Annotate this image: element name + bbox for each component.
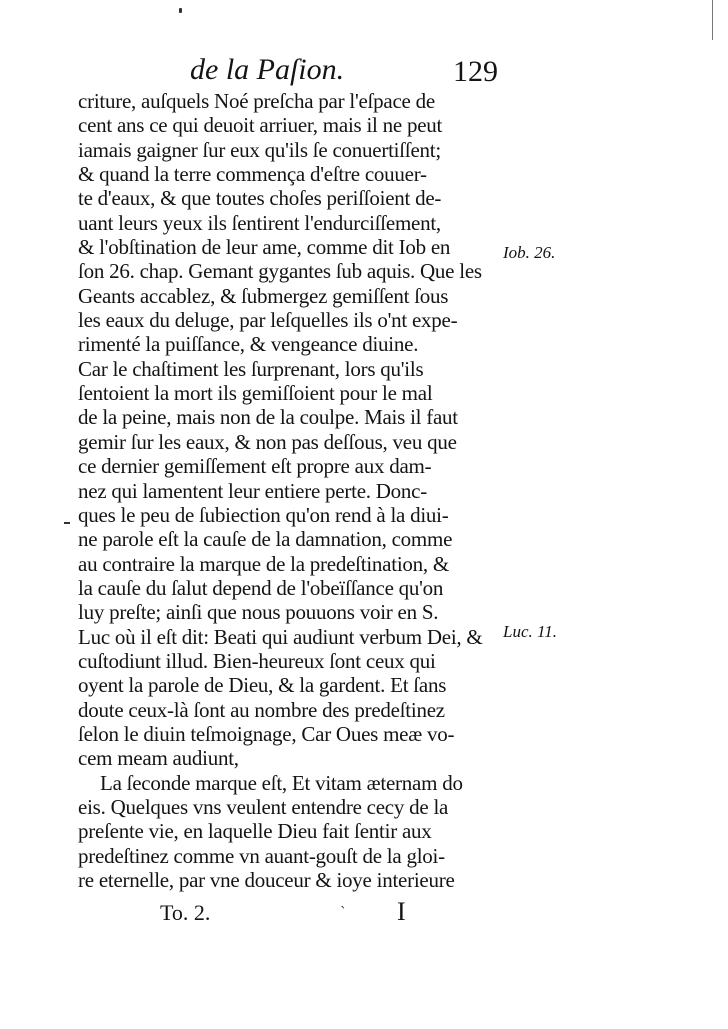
text-line: ſon 26. chap. Gemant gygantes ſub aquis. Que les xyxy=(78,259,482,284)
text-line: criture, auſquels Noé preſcha par l'eſpace de xyxy=(78,89,435,113)
text-line: preſente vie, en laquelle Dieu fait ſentir aux xyxy=(78,819,432,844)
page-edge-line xyxy=(712,0,713,40)
ink-mark: ˋ xyxy=(340,905,347,921)
text-line: cent ans ce qui deuoit arriuer, mais il ne peut xyxy=(78,113,443,138)
catchword: I xyxy=(397,897,406,926)
text-line: predeſtinez comme vn auant-gouſt de la gloi- xyxy=(78,843,445,868)
text-line: & l'obſtination de leur ame, comme dit Iob en xyxy=(78,235,451,260)
text-line: Luc où il eſt dit: Beati qui audiunt verbum Dei, & xyxy=(78,624,483,649)
text-line: cuſtodiunt illud. Bien-heureux ſont ceux qui xyxy=(78,648,436,673)
text-line: oyent la parole de Dieu, & la gardent. Et ſans xyxy=(78,673,447,698)
text-line: Car le chaſtiment les ſurprenant, lors qu'ils xyxy=(78,356,424,381)
text-line: uant leurs yeux ils ſentirent l'endurciſſement, xyxy=(78,210,441,235)
text-line: eis. Quelques vns veulent entendre cecy de la xyxy=(78,794,449,819)
text-line: luy preſte; ainſi que nous pouuons voir en S. xyxy=(78,600,439,625)
text-line: ce dernier gemiſſement eſt propre aux dam- xyxy=(78,454,432,479)
body-text xyxy=(78,89,498,892)
text-line: rimenté la puiſſance, & vengeance diuine. xyxy=(78,332,419,357)
text-line: la cauſe du ſalut depend de l'obeïſſance qu'on xyxy=(78,575,444,600)
text-line: Geants accablez, & ſubmergez gemiſſent ſous xyxy=(78,283,449,308)
text-line: ſentoient la mort ils gemiſſoient pour le mal xyxy=(78,381,433,406)
text-line: de la peine, mais non de la coulpe. Mais il faut xyxy=(78,405,458,430)
text-line: te d'eaux, & que toutes choſes periſſoient de- xyxy=(78,186,442,211)
text-line: les eaux du deluge, par leſquelles ils o'nt expe- xyxy=(78,308,458,333)
ink-speck xyxy=(179,8,182,13)
text-line: ne parole eſt la cauſe de la damnation, comme xyxy=(78,527,453,552)
margin-note-luke: Luc. 11. xyxy=(503,622,557,641)
text-line: au contraire la marque de la predeſtination, & xyxy=(78,551,450,576)
margin-dash xyxy=(64,522,70,524)
text-line: nez qui lamentent leur entiere perte. Donc- xyxy=(78,478,427,503)
text-line: doute ceux-là ſont au nombre des predeſtinez xyxy=(78,697,445,722)
text-line: ques le peu de ſubiection qu'on rend à la diui- xyxy=(78,502,449,527)
text-line: iamais gaigner ſur eux qu'ils ſe conuertiſſent; xyxy=(78,137,441,162)
text-line: & quand la terre commença d'eſtre couuer- xyxy=(78,162,427,187)
text-line-paragraph-start: La ſeconde marque eſt, Et vitam æternam do xyxy=(100,770,463,795)
text-line: re eternelle, par vne douceur & ioye interieure xyxy=(78,868,455,892)
text-line: cem meam audiunt, xyxy=(78,746,239,771)
text-line: gemir ſur les eaux, & non pas deſſous, veu que xyxy=(78,429,457,454)
text-line: ſelon le diuin teſmoignage, Car Oues meæ vo- xyxy=(78,721,455,746)
page-number: 129 xyxy=(453,55,498,88)
running-title: de la Paſion. xyxy=(190,53,345,86)
margin-note-job: Iob. 26. xyxy=(503,243,556,262)
signature-mark: To. 2. xyxy=(160,900,211,925)
